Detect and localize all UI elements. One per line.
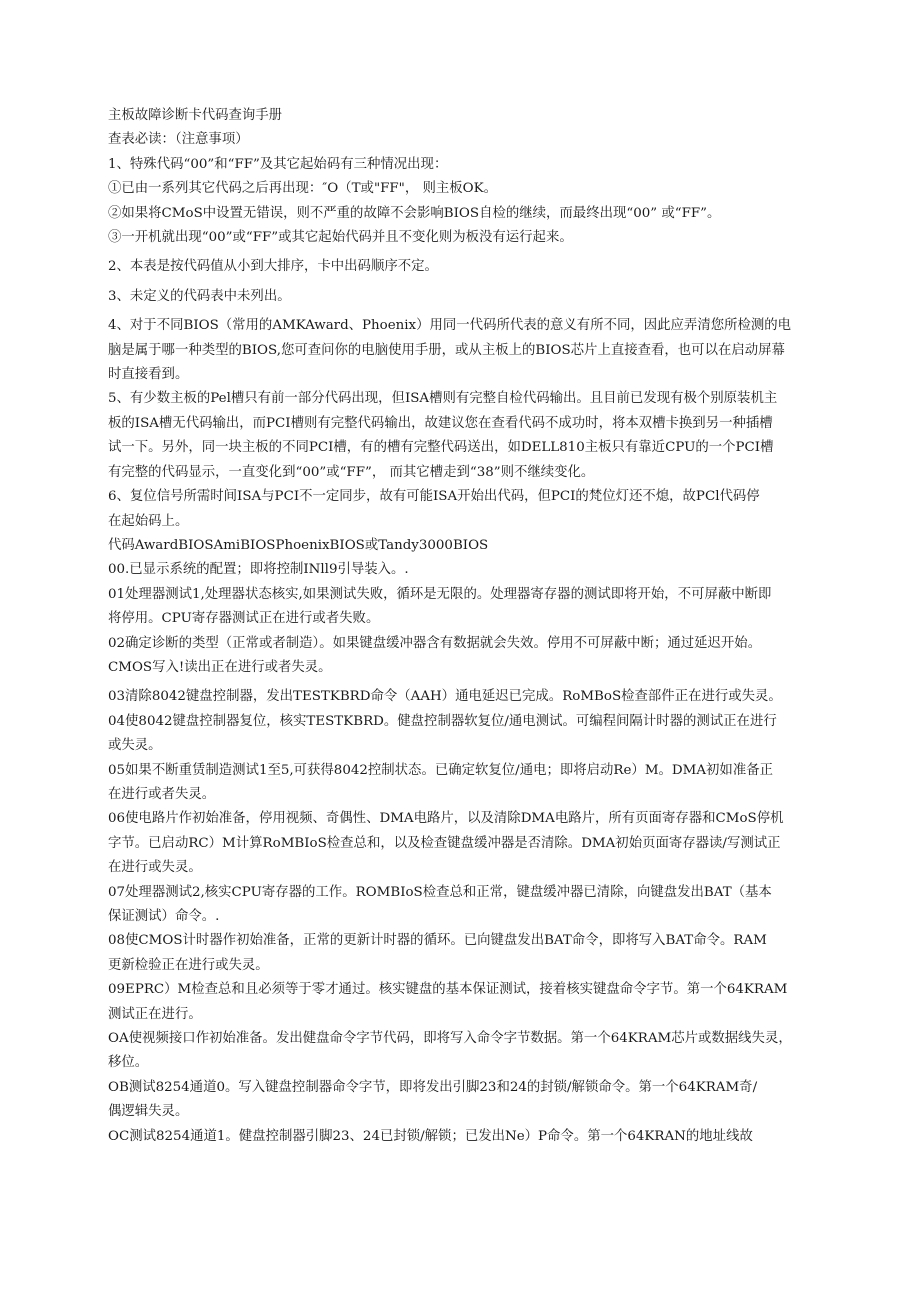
note-paragraph-line: 4、对于不同BIOS（常用的AMKAward、Phoenix）用同一代码所代表的意义有所不同，因此应弄清您所检测的电: [108, 318, 792, 334]
code-entry: [108, 685, 820, 709]
note-paragraph: [108, 177, 820, 201]
code-entry-line: 字节。已启动RC）M计算RoMBIoS检查总和，以及检查键盘缓冲器是否清除。DMA初始页面寄存器读/写测试正: [108, 835, 781, 851]
code-entry: [108, 558, 820, 582]
code-entry-line: 02确定诊断的类型（正常或者制造）。如果键盘缓冲器含有数据就会失效。停用不可屏蔽中断；通过延迟开始。: [108, 635, 762, 651]
code-entry: [108, 583, 820, 632]
code-entry-line: 08使CMOS计时器作初始准备，正常的更新计时器的循环。已向键盘发出BAT命令，即将写入BAT命令。RAM: [108, 933, 767, 949]
note-paragraph-line: 6、复位信号所需时间ISA与PCI不一定同步，故有可能ISA开始出代码，但PCI的梵位灯还不熄，故PCl代码停: [108, 489, 760, 505]
code-entry-line: 03清除8042键盘控制器，发出TESTKBRD命令（AAH）通电延迟已完成。RoMBoS检查部件正在进行或失灵。: [108, 689, 782, 705]
note-paragraph-line: 脑是属于哪一种类型的BIOS,您可查问你的电脑使用手册，或从主板上的BIOS芯片上直接查看，也可以在启动屏幕: [108, 342, 785, 358]
code-entry: [108, 1076, 820, 1125]
notes-section: [108, 153, 820, 534]
note-paragraph-line: ③一开机就出现“00”或“FF”或其它起始代码并且不变化则为板没有运行起来。: [108, 230, 573, 246]
note-paragraph: [108, 202, 820, 226]
note-paragraph-line: 时直接看到。: [108, 367, 189, 383]
note-paragraph: [108, 226, 820, 250]
code-entry-line: 保证测试）命令。.: [108, 909, 220, 924]
code-entry-line: 09EPRC）M检查总和且必须等于零才通过。核实键盘的基本保证测试，接着核实键盘命令字节。第一个64KRAM: [108, 982, 788, 998]
code-entry-line: 偶逻辑失灵。: [108, 1104, 189, 1120]
code-entry-line: 06使电路片作初始准备，停用视频、奇偶性、DMA电路片，以及清除DMA电路片，所有页面寄存器和CMoS停机: [108, 811, 784, 827]
code-entry: [108, 807, 820, 880]
note-paragraph: [108, 153, 820, 177]
note-paragraph-line: 1、特殊代码“00”和“FF”及其它起始码有三种情况出现：: [108, 156, 448, 172]
code-entry-line: 01处理器测试1,处理器状态核实,如果测试失败，循环是无限的。处理器寄存器的测试即将开始，不可屏蔽中断即: [108, 586, 772, 602]
note-paragraph-line: 板的ISA槽无代码输出，而PCI槽则有完整代码输出，故建议您在查看代码不成功时，将本双槽卡换到另一种插槽: [108, 415, 773, 431]
note-paragraph: [108, 485, 820, 534]
code-entry-line: 或失灵。: [108, 738, 162, 754]
code-entry-line: 更新检验正在进行或失灵。: [108, 957, 269, 973]
note-paragraph: [108, 314, 820, 387]
code-entry: [108, 656, 820, 680]
note-paragraph-line: ①已由一系列其它代码之后再出现：″O（T或"FF"， 则主板OK。: [108, 181, 498, 197]
note-paragraph-line: ②如果将CMoS中设置无错误，则不严重的故障不会影响BIOS自检的继续，而最终出现“00” 或“FF”。: [108, 205, 721, 221]
code-entry-line: 在进行或失灵。: [108, 860, 202, 876]
code-list: [108, 558, 820, 1149]
note-paragraph-line: 2、本表是按代码值从小到大排序，卡中出码顺序不定。: [108, 259, 438, 275]
note-paragraph-line: 试一下。另外，同一块主板的不同PCI槽，有的槽有完整代码送出，如DELL810主板只有靠近CPU的一个PCI槽: [108, 440, 774, 456]
code-entry: [108, 632, 820, 656]
code-entry-line: 在进行或者失灵。: [108, 786, 216, 802]
code-entry-line: 测试正在进行。: [108, 1006, 202, 1022]
note-paragraph-line: 在起始码上。: [108, 513, 189, 529]
code-entry: [108, 759, 820, 808]
code-entry: [108, 1125, 820, 1149]
code-entry-line: 05如果不断重赁制造测试1至5,可获得8042控制状态。已确定软复位/通电；即将启动Re）M。DMA初如准备正: [108, 762, 773, 778]
document-page: [108, 104, 820, 1149]
note-paragraph-line: 3、未定义的代码表中未列出。: [108, 288, 291, 304]
code-entry-line: 04使8042键盘控制器复位，核实TESTKBRD。健盘控制器软复位/通电测试。可编程间隔计时器的测试正在进行: [108, 713, 777, 729]
code-entry-line: OC测试8254通道1。健盘控制器引脚23、24已封锁/解锁；已发出Ne）P命令。第一个64KRAN的地址线故: [108, 1128, 753, 1144]
code-entry-line: CMOS写入!读出正在进行或者失灵。: [108, 659, 332, 675]
note-paragraph: [108, 255, 820, 279]
code-entry-line: 07处理器测试2,核实CPU寄存器的工作。ROMBIoS检查总和正常，键盘缓冲器已清除，向键盘发出BAT（基本: [108, 884, 772, 900]
note-paragraph: [108, 285, 820, 309]
code-entry-line: 00.已显示系统的配置；即将控制INll9引导装入。.: [108, 562, 409, 578]
code-entry: [108, 881, 820, 930]
note-paragraph-line: 有完整的代码显示，一直变化到“00”或“FF”， 而其它槽走到“38”则不继续变化。: [108, 464, 595, 480]
code-entry: [108, 710, 820, 759]
document-title: 主板故障诊断卡代码查询手册: [108, 108, 283, 123]
code-entry: [108, 929, 820, 978]
notes-heading: 查表必读：（注意事项）: [108, 132, 249, 148]
code-entry-line: 移位。: [108, 1055, 149, 1071]
code-entry: [108, 978, 820, 1027]
code-table-header: 代码AwardBIOSAmiBIOSPhoenixBIOS或Tandy3000BIOS: [108, 537, 489, 553]
note-paragraph: [108, 387, 820, 485]
code-entry: [108, 1027, 820, 1076]
note-paragraph-line: 5、有少数主板的Pel槽只有前一部分代码出现，但ISA槽则有完整自检代码输出。且目前已发现有极个别原装机主: [108, 391, 778, 407]
code-entry-line: OA使视频接口作初始准备。发出健盘命令字节代码，即将写入命令字节数据。第一个64KRAM芯片或数据线失灵，: [108, 1031, 792, 1047]
code-entry-line: 将停用。CPU寄存器测试正在进行或者失败。: [108, 611, 380, 627]
code-entry-line: OB测试8254通道0。写入键盘控制器命令字节，即将发出引脚23和24的封锁/解锁命令。第一个64KRAM奇/: [108, 1079, 758, 1095]
